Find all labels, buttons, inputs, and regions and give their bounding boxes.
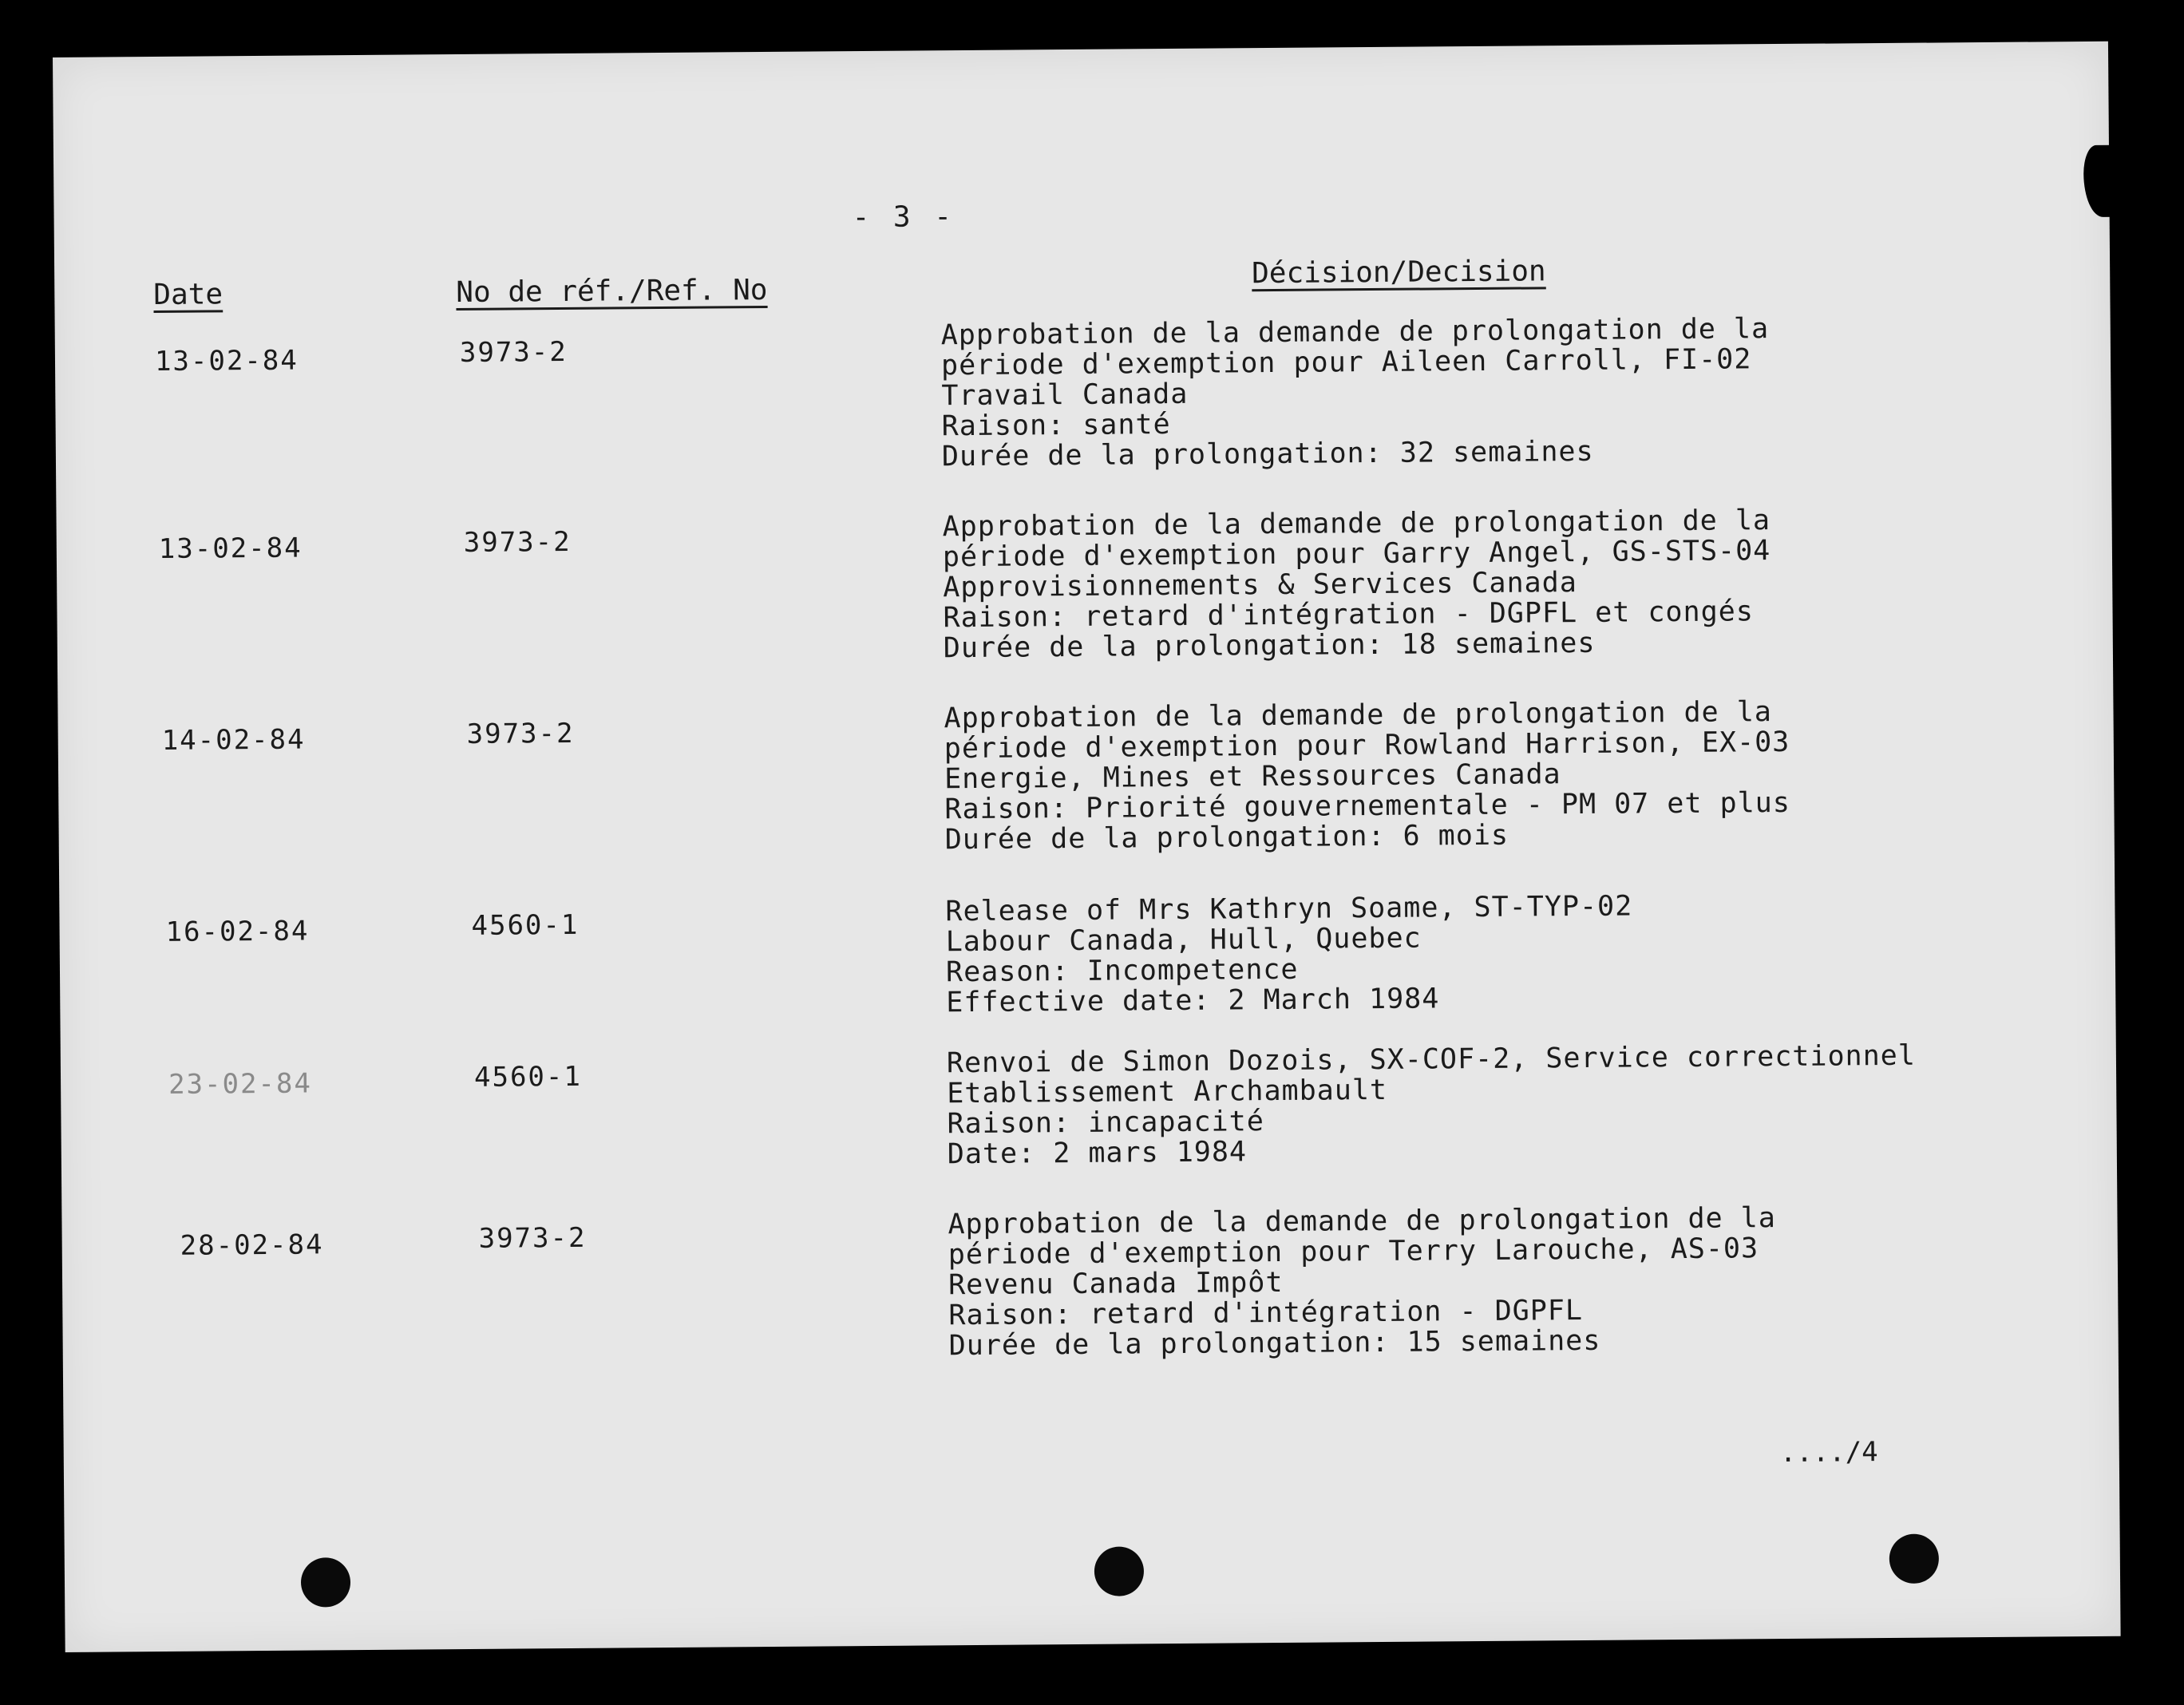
decision-line: période d'exemption pour Terry Larouche, AS-03: [948, 1232, 1759, 1272]
decision-line: Durée de la prolongation: 15 semaines: [948, 1324, 1601, 1363]
entry-ref: 3973-2: [466, 717, 575, 750]
decision-line: Raison: retard d'intégration - DGPFL et congés: [943, 595, 1754, 635]
header-date: Date: [153, 278, 224, 312]
decision-line: Labour Canada, Hull, Quebec: [945, 922, 1422, 959]
binder-hole-left: [301, 1557, 350, 1607]
decision-line: Raison: santé: [941, 409, 1171, 443]
entry-ref: 4560-1: [471, 908, 580, 942]
header-ref: No de réf./Ref. No: [456, 273, 768, 310]
decision-line: période d'exemption pour Rowland Harrison, EX-03: [944, 726, 1790, 765]
continuation-marker: ..../4: [1779, 1436, 1878, 1470]
decision-line: Reason: Incompetence: [945, 953, 1299, 989]
decision-line: Raison: retard d'intégration - DGPFL: [948, 1294, 1584, 1332]
decision-line: Approvisionnements & Services Canada: [943, 567, 1577, 604]
decision-line: Date: 2 mars 1984: [947, 1136, 1248, 1171]
binder-hole-center: [1094, 1546, 1144, 1596]
decision-line: Approbation de la demande de prolongation de la: [942, 504, 1771, 544]
entry-date: 16-02-84: [165, 915, 310, 948]
entry-date: 23-02-84: [168, 1067, 313, 1101]
entry-ref: 3973-2: [459, 335, 568, 370]
entry-decision: [941, 314, 1771, 472]
entry-ref: 3973-2: [463, 525, 572, 559]
entry-decision: [943, 505, 1772, 663]
decision-line: Raison: incapacité: [947, 1106, 1264, 1141]
decision-line: Renvoi de Simon Dozois, SX-COF-2, Service correctionnel: [946, 1039, 1917, 1080]
entry-decision: [948, 1203, 1777, 1361]
entry-date: 13-02-84: [158, 532, 303, 565]
decision-line: Raison: Priorité gouvernementale - PM 07 et plus: [944, 786, 1791, 826]
decision-line: Approbation de la demande de prolongation de la: [944, 696, 1773, 735]
decision-line: Durée de la prolongation: 32 semaines: [941, 435, 1594, 473]
decision-line: période d'exemption pour Aileen Carroll, FI-02: [940, 343, 1752, 382]
page-number: - 3 -: [852, 200, 956, 235]
decision-line: période d'exemption pour Garry Angel, GS-STS-04: [942, 535, 1771, 574]
decision-line: Revenu Canada Impôt: [948, 1266, 1284, 1302]
decision-line: Etablissement Archambault: [947, 1074, 1388, 1110]
decision-line: Approbation de la demande de prolongation de la: [940, 313, 1770, 352]
entry-date: 14-02-84: [161, 723, 306, 757]
torn-edge: [2083, 145, 2116, 217]
decision-line: Energie, Mines et Ressources Canada: [944, 758, 1561, 796]
entry-ref: 3973-2: [478, 1221, 587, 1255]
entry-date: 13-02-84: [154, 344, 299, 378]
document-page: [53, 42, 2121, 1652]
entry-date: 28-02-84: [180, 1228, 324, 1262]
decision-line: Durée de la prolongation: 18 semaines: [943, 627, 1596, 665]
entry-decision: [944, 697, 1790, 855]
decision-line: Release of Mrs Kathryn Soame, ST-TYP-02: [945, 890, 1633, 928]
decision-line: Travail Canada: [941, 378, 1189, 413]
decision-line: Effective date: 2 March 1984: [946, 983, 1440, 1019]
binder-hole-right: [1889, 1534, 1939, 1584]
decision-line: Durée de la prolongation: 6 mois: [944, 819, 1509, 856]
entry-decision: [947, 1041, 1917, 1170]
decision-line: Approbation de la demande de prolongation de la: [948, 1202, 1777, 1241]
header-decision: Décision/Decision: [1252, 255, 1546, 291]
entry-ref: 4560-1: [473, 1060, 583, 1094]
entry-decision: [945, 891, 1633, 1018]
